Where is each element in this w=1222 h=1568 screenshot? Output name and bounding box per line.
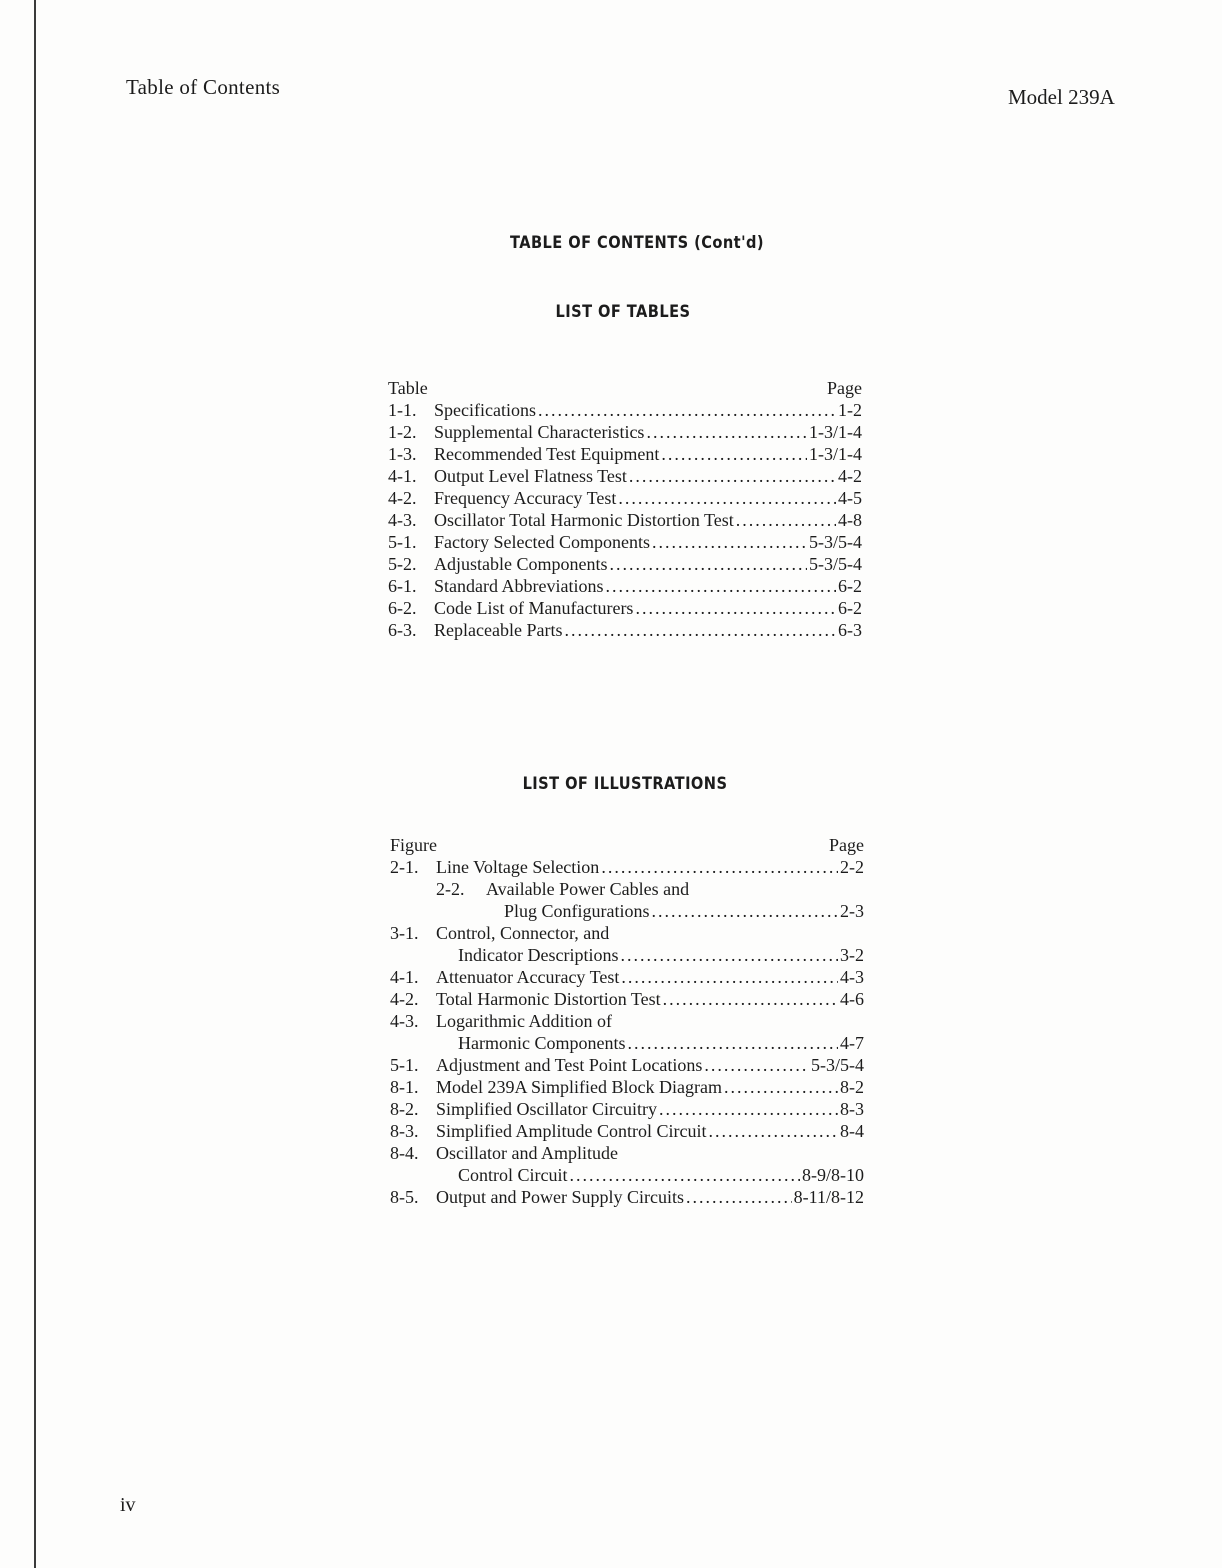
table-entry: [388, 619, 862, 641]
table-entry: [388, 553, 862, 575]
entry-page: 3-2: [840, 945, 864, 965]
dot-leader: [627, 1032, 838, 1054]
list-of-tables: [388, 377, 862, 641]
figures-column-header: [390, 834, 864, 856]
entry-number: 2-2.: [436, 879, 465, 899]
dot-leader: [709, 1120, 839, 1142]
entry-title: Control, Connector, and: [436, 923, 610, 943]
entry-number: 3-1.: [390, 923, 419, 943]
entry-title: Output Level Flatness Test: [434, 466, 627, 486]
figures-col-label: Figure: [390, 835, 437, 855]
entry-title-continued: Control Circuit: [458, 1165, 568, 1185]
figure-entry: [390, 1142, 864, 1164]
dot-leader: [621, 966, 838, 988]
dot-leader: [538, 399, 836, 421]
entry-page: 2-2: [840, 857, 864, 877]
dot-leader: [620, 944, 838, 966]
figure-entry: [390, 878, 864, 900]
dot-leader: [610, 553, 808, 575]
entry-number: 6-3.: [388, 620, 417, 640]
table-entry: [388, 487, 862, 509]
entry-number: 5-2.: [388, 554, 417, 574]
dot-leader: [570, 1164, 801, 1186]
entry-title: Model 239A Simplified Block Diagram: [436, 1077, 722, 1097]
figure-entry: [390, 1054, 864, 1076]
list-of-tables-heading: LIST OF TABLES: [555, 302, 691, 322]
figure-entry: [390, 1120, 864, 1142]
entry-title: Specifications: [434, 400, 536, 420]
entry-title: Adjustment and Test Point Locations: [436, 1055, 703, 1075]
table-entry: [388, 443, 862, 465]
running-head-section: Table of Contents: [126, 75, 281, 99]
entry-title: Simplified Oscillator Circuitry: [436, 1099, 657, 1119]
entry-number: 4-1.: [388, 466, 417, 486]
entry-page: 4-7: [840, 1033, 864, 1053]
dot-leader: [652, 531, 807, 553]
entry-title-continued: Indicator Descriptions: [458, 945, 619, 965]
entry-title: Code List of Manufacturers: [434, 598, 634, 618]
figures-page-col-label: Page: [829, 835, 864, 855]
dot-leader: [618, 487, 836, 509]
entry-title: Standard Abbreviations: [434, 576, 604, 596]
entry-title: Output and Power Supply Circuits: [436, 1187, 684, 1207]
entry-page: 5-3/5-4: [811, 1055, 864, 1075]
dot-leader: [659, 1098, 838, 1120]
entry-title: Available Power Cables and: [486, 879, 690, 899]
tables-column-header: [388, 377, 862, 399]
table-entry: [388, 575, 862, 597]
figure-entry-continued: [390, 944, 864, 966]
dot-leader: [661, 443, 807, 465]
figure-entry-continued: [390, 1164, 864, 1186]
figure-entry: [390, 988, 864, 1010]
dot-leader: [652, 900, 838, 922]
entry-page: 4-8: [838, 510, 862, 530]
entry-title: Line Voltage Selection: [436, 857, 600, 877]
entry-number: 5-1.: [390, 1055, 419, 1075]
entry-number: 1-1.: [388, 400, 417, 420]
table-entry: [388, 509, 862, 531]
entry-title: Frequency Accuracy Test: [434, 488, 617, 508]
figure-entry: [390, 1076, 864, 1098]
table-entry: [388, 531, 862, 553]
dot-leader: [629, 465, 836, 487]
page-number: iv: [120, 1494, 136, 1516]
entry-page: 1-2: [838, 400, 862, 420]
running-head-model: Model 239A: [1008, 85, 1115, 109]
dot-leader: [663, 988, 838, 1010]
table-entry: [388, 421, 862, 443]
list-of-illustrations: [390, 834, 864, 1208]
tables-col-label: Table: [388, 378, 428, 398]
entry-number: 4-2.: [390, 989, 419, 1009]
dot-leader: [704, 1054, 809, 1076]
entry-number: 4-3.: [388, 510, 417, 530]
entry-page: 6-3: [838, 620, 862, 640]
entry-title: Attenuator Accuracy Test: [436, 967, 620, 987]
entry-title: Oscillator and Amplitude: [436, 1143, 618, 1163]
entry-number: 8-1.: [390, 1077, 419, 1097]
dot-leader: [724, 1076, 838, 1098]
entry-title-continued: Harmonic Components: [458, 1033, 626, 1053]
tables-page-col-label: Page: [827, 378, 862, 398]
entry-title: Simplified Amplitude Control Circuit: [436, 1121, 707, 1141]
entry-page: 5-3/5-4: [809, 554, 862, 574]
page-edge-line: [34, 0, 36, 1568]
entry-number: 4-3.: [390, 1011, 419, 1031]
toc-continued-heading: TABLE OF CONTENTS (Cont'd): [509, 233, 765, 253]
figure-entry-continued: [390, 900, 864, 922]
list-of-illustrations-heading: LIST OF ILLUSTRATIONS: [522, 774, 728, 794]
entry-number: 5-1.: [388, 532, 417, 552]
entry-title-continued: Plug Configurations: [504, 901, 650, 921]
entry-page: 6-2: [838, 576, 862, 596]
entry-page: 8-9/8-10: [802, 1165, 864, 1185]
entry-page: 6-2: [838, 598, 862, 618]
entry-title: Factory Selected Components: [434, 532, 650, 552]
dot-leader: [736, 509, 836, 531]
dot-leader: [605, 575, 836, 597]
figure-entry: [390, 856, 864, 878]
dot-leader: [635, 597, 836, 619]
entry-title: Adjustable Components: [434, 554, 608, 574]
entry-page: 8-3: [840, 1099, 864, 1119]
table-entry: [388, 597, 862, 619]
entry-number: 8-3.: [390, 1121, 419, 1141]
entry-page: 8-11/8-12: [793, 1187, 864, 1207]
entry-number: 6-1.: [388, 576, 417, 596]
entry-number: 2-1.: [390, 857, 419, 877]
table-entry: [388, 399, 862, 421]
entry-title: Replaceable Parts: [434, 620, 563, 640]
entry-page: 8-2: [840, 1077, 864, 1097]
entry-page: 2-3: [840, 901, 864, 921]
entry-page: 4-3: [840, 967, 864, 987]
entry-title: Supplemental Characteristics: [434, 422, 645, 442]
dot-leader: [564, 619, 836, 641]
figure-entry: [390, 1098, 864, 1120]
entry-page: 4-6: [840, 989, 864, 1009]
entry-number: 1-2.: [388, 422, 417, 442]
entry-page: 4-5: [838, 488, 862, 508]
table-entry: [388, 465, 862, 487]
dot-leader: [601, 856, 838, 878]
figure-entry: [390, 966, 864, 988]
figure-entry: [390, 922, 864, 944]
entry-number: 8-5.: [390, 1187, 419, 1207]
dot-leader: [686, 1186, 792, 1208]
figure-entry: [390, 1010, 864, 1032]
entry-title: Recommended Test Equipment: [434, 444, 660, 464]
entry-number: 4-2.: [388, 488, 417, 508]
figure-entry-continued: [390, 1032, 864, 1054]
entry-number: 8-4.: [390, 1143, 419, 1163]
entry-page: 1-3/1-4: [809, 422, 862, 442]
entry-title: Total Harmonic Distortion Test: [436, 989, 661, 1009]
entry-page: 1-3/1-4: [809, 444, 862, 464]
dot-leader: [646, 421, 807, 443]
entry-page: 4-2: [838, 466, 862, 486]
entry-page: 5-3/5-4: [809, 532, 862, 552]
entry-title: Logarithmic Addition of: [436, 1011, 612, 1031]
entry-title: Oscillator Total Harmonic Distortion Test: [434, 510, 734, 530]
entry-page: 8-4: [840, 1121, 864, 1141]
entry-number: 4-1.: [390, 967, 419, 987]
figure-entry: [390, 1186, 864, 1208]
entry-number: 6-2.: [388, 598, 417, 618]
entry-number: 8-2.: [390, 1099, 419, 1119]
entry-number: 1-3.: [388, 444, 417, 464]
